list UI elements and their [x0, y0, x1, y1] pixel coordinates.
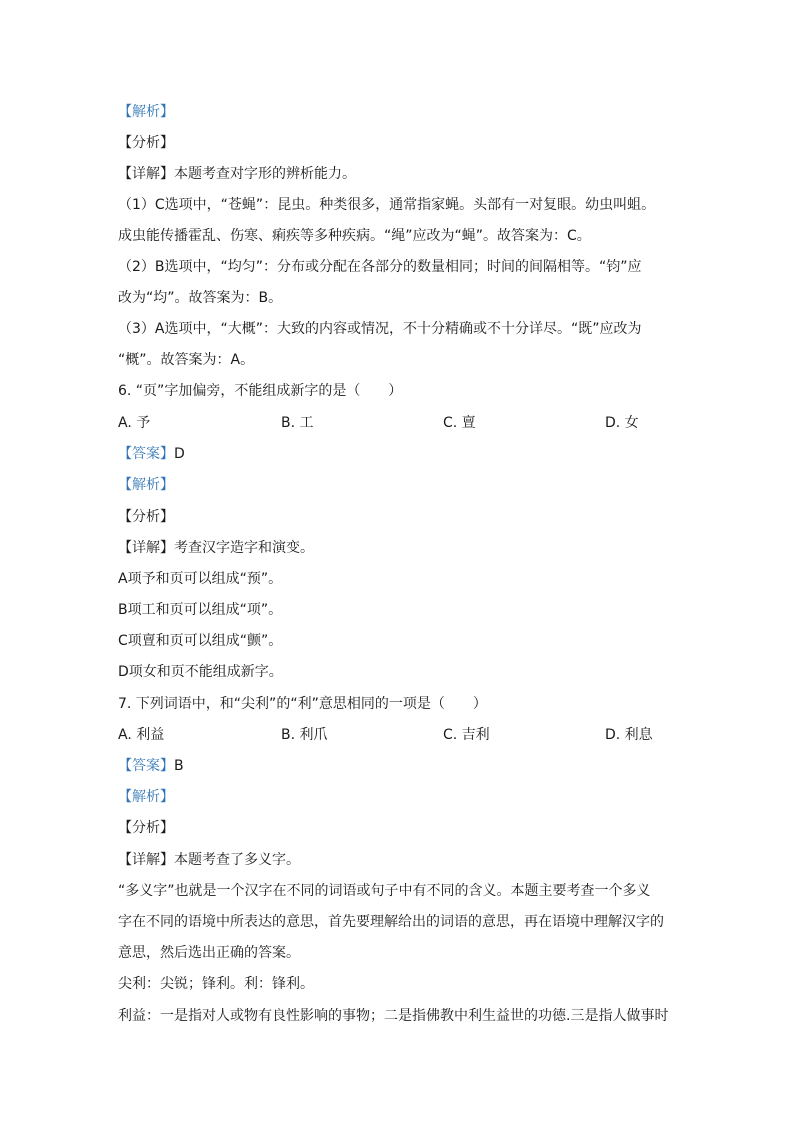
- q5-fenxi-label: 【分析】: [118, 135, 174, 151]
- q5-jiexi-label: 【解析】: [118, 104, 174, 120]
- q5-p2-line2: 改为“均”。故答案为：B。: [118, 290, 283, 306]
- q6-fenxi-label: 【分析】: [118, 509, 174, 525]
- q5-p1-line1: （1）C选项中，“苍蝇”：昆虫。种类很多，通常指家蝇。头部有一对复眼。幼虫叫蛆。: [118, 197, 656, 213]
- q7-para-line3: 意思，然后选出正确的答案。: [118, 945, 300, 961]
- q6-option-d: D. 女: [605, 415, 639, 431]
- q6-line-b: B项工和页可以组成“项”。: [118, 602, 283, 618]
- q5-p3-line2: “概”。故答案为：A。: [118, 352, 255, 368]
- q7-option-c: C. 吉利: [443, 727, 490, 743]
- q7-para-line1: “多义字”也就是一个汉字在不同的词语或句子中有不同的含义。本题主要考查一个多义: [118, 883, 651, 899]
- q5-p1-line2: 成虫能传播霍乱、伤寒、痢疾等多种疾病。“绳”应改为“蝇”。故答案为：C。: [118, 228, 591, 244]
- q6-jiexi-label: 【解析】: [118, 477, 174, 493]
- q5-xiangjie-text: 本题考查对字形的辨析能力。: [174, 166, 356, 182]
- q5-xiangjie: [118, 164, 356, 184]
- q6-xiangjie: [118, 538, 314, 558]
- q7-answer-value: B: [174, 758, 184, 774]
- q6-line-c: C项亶和页可以组成“颤”。: [118, 633, 283, 649]
- q7-option-a: A. 利益: [118, 727, 165, 743]
- q7-para-line2: 字在不同的语境中所表达的意思，首先要理解给出的词语的意思，再在语境中理解汉字的: [118, 914, 664, 930]
- q6-xiangjie-tag: 【详解】: [118, 540, 174, 556]
- q6-answer: [118, 444, 185, 464]
- q7-xiangjie-tag: 【详解】: [118, 852, 174, 868]
- q7-answer-tag: 【答案】: [118, 758, 174, 774]
- q7-option-b: B. 利爪: [281, 727, 328, 743]
- q5-p3-line1: （3）A选项中，“大概”：大致的内容或情况，不十分精确或不十分详尽。“既”应改为: [118, 321, 642, 337]
- q7-xiangjie: [118, 850, 300, 870]
- q7-xiangjie-text: 本题考查了多义字。: [174, 852, 300, 868]
- q7-question: 7. 下列词语中，和“尖利”的“利”意思相同的一项是（ ）: [118, 696, 487, 712]
- q5-p2-line1: （2）B选项中，“均匀”：分布或分配在各部分的数量相同；时间的间隔相等。“钧”应: [118, 259, 642, 275]
- q7-option-d: D. 利息: [605, 727, 653, 743]
- q6-answer-value: D: [174, 446, 185, 462]
- q6-answer-tag: 【答案】: [118, 446, 174, 462]
- q7-jiexi-label: 【解析】: [118, 789, 174, 805]
- q6-option-c: C. 亶: [443, 415, 476, 431]
- q6-line-d: D项女和页不能组成新字。: [118, 664, 283, 680]
- q5-xiangjie-tag: 【详解】: [118, 166, 174, 182]
- q6-line-a: A项予和页可以组成“预”。: [118, 571, 283, 587]
- q6-xiangjie-text: 考查汉字造字和演变。: [174, 540, 314, 556]
- q6-question: 6. “页”字加偏旁，不能组成新字的是（ ）: [118, 383, 403, 399]
- q7-answer: [118, 756, 184, 776]
- q7-jianli-line: 尖利：尖锐；锋利。利：锋利。: [118, 976, 314, 992]
- q7-liyi-line: 利益：一是指对人或物有良性影响的事物；二是指佛教中利生益世的功德.三是指人做事时: [118, 1008, 669, 1024]
- q6-option-b: B. 工: [281, 415, 314, 431]
- q6-option-a: A. 予: [118, 415, 151, 431]
- q7-fenxi-label: 【分析】: [118, 820, 174, 836]
